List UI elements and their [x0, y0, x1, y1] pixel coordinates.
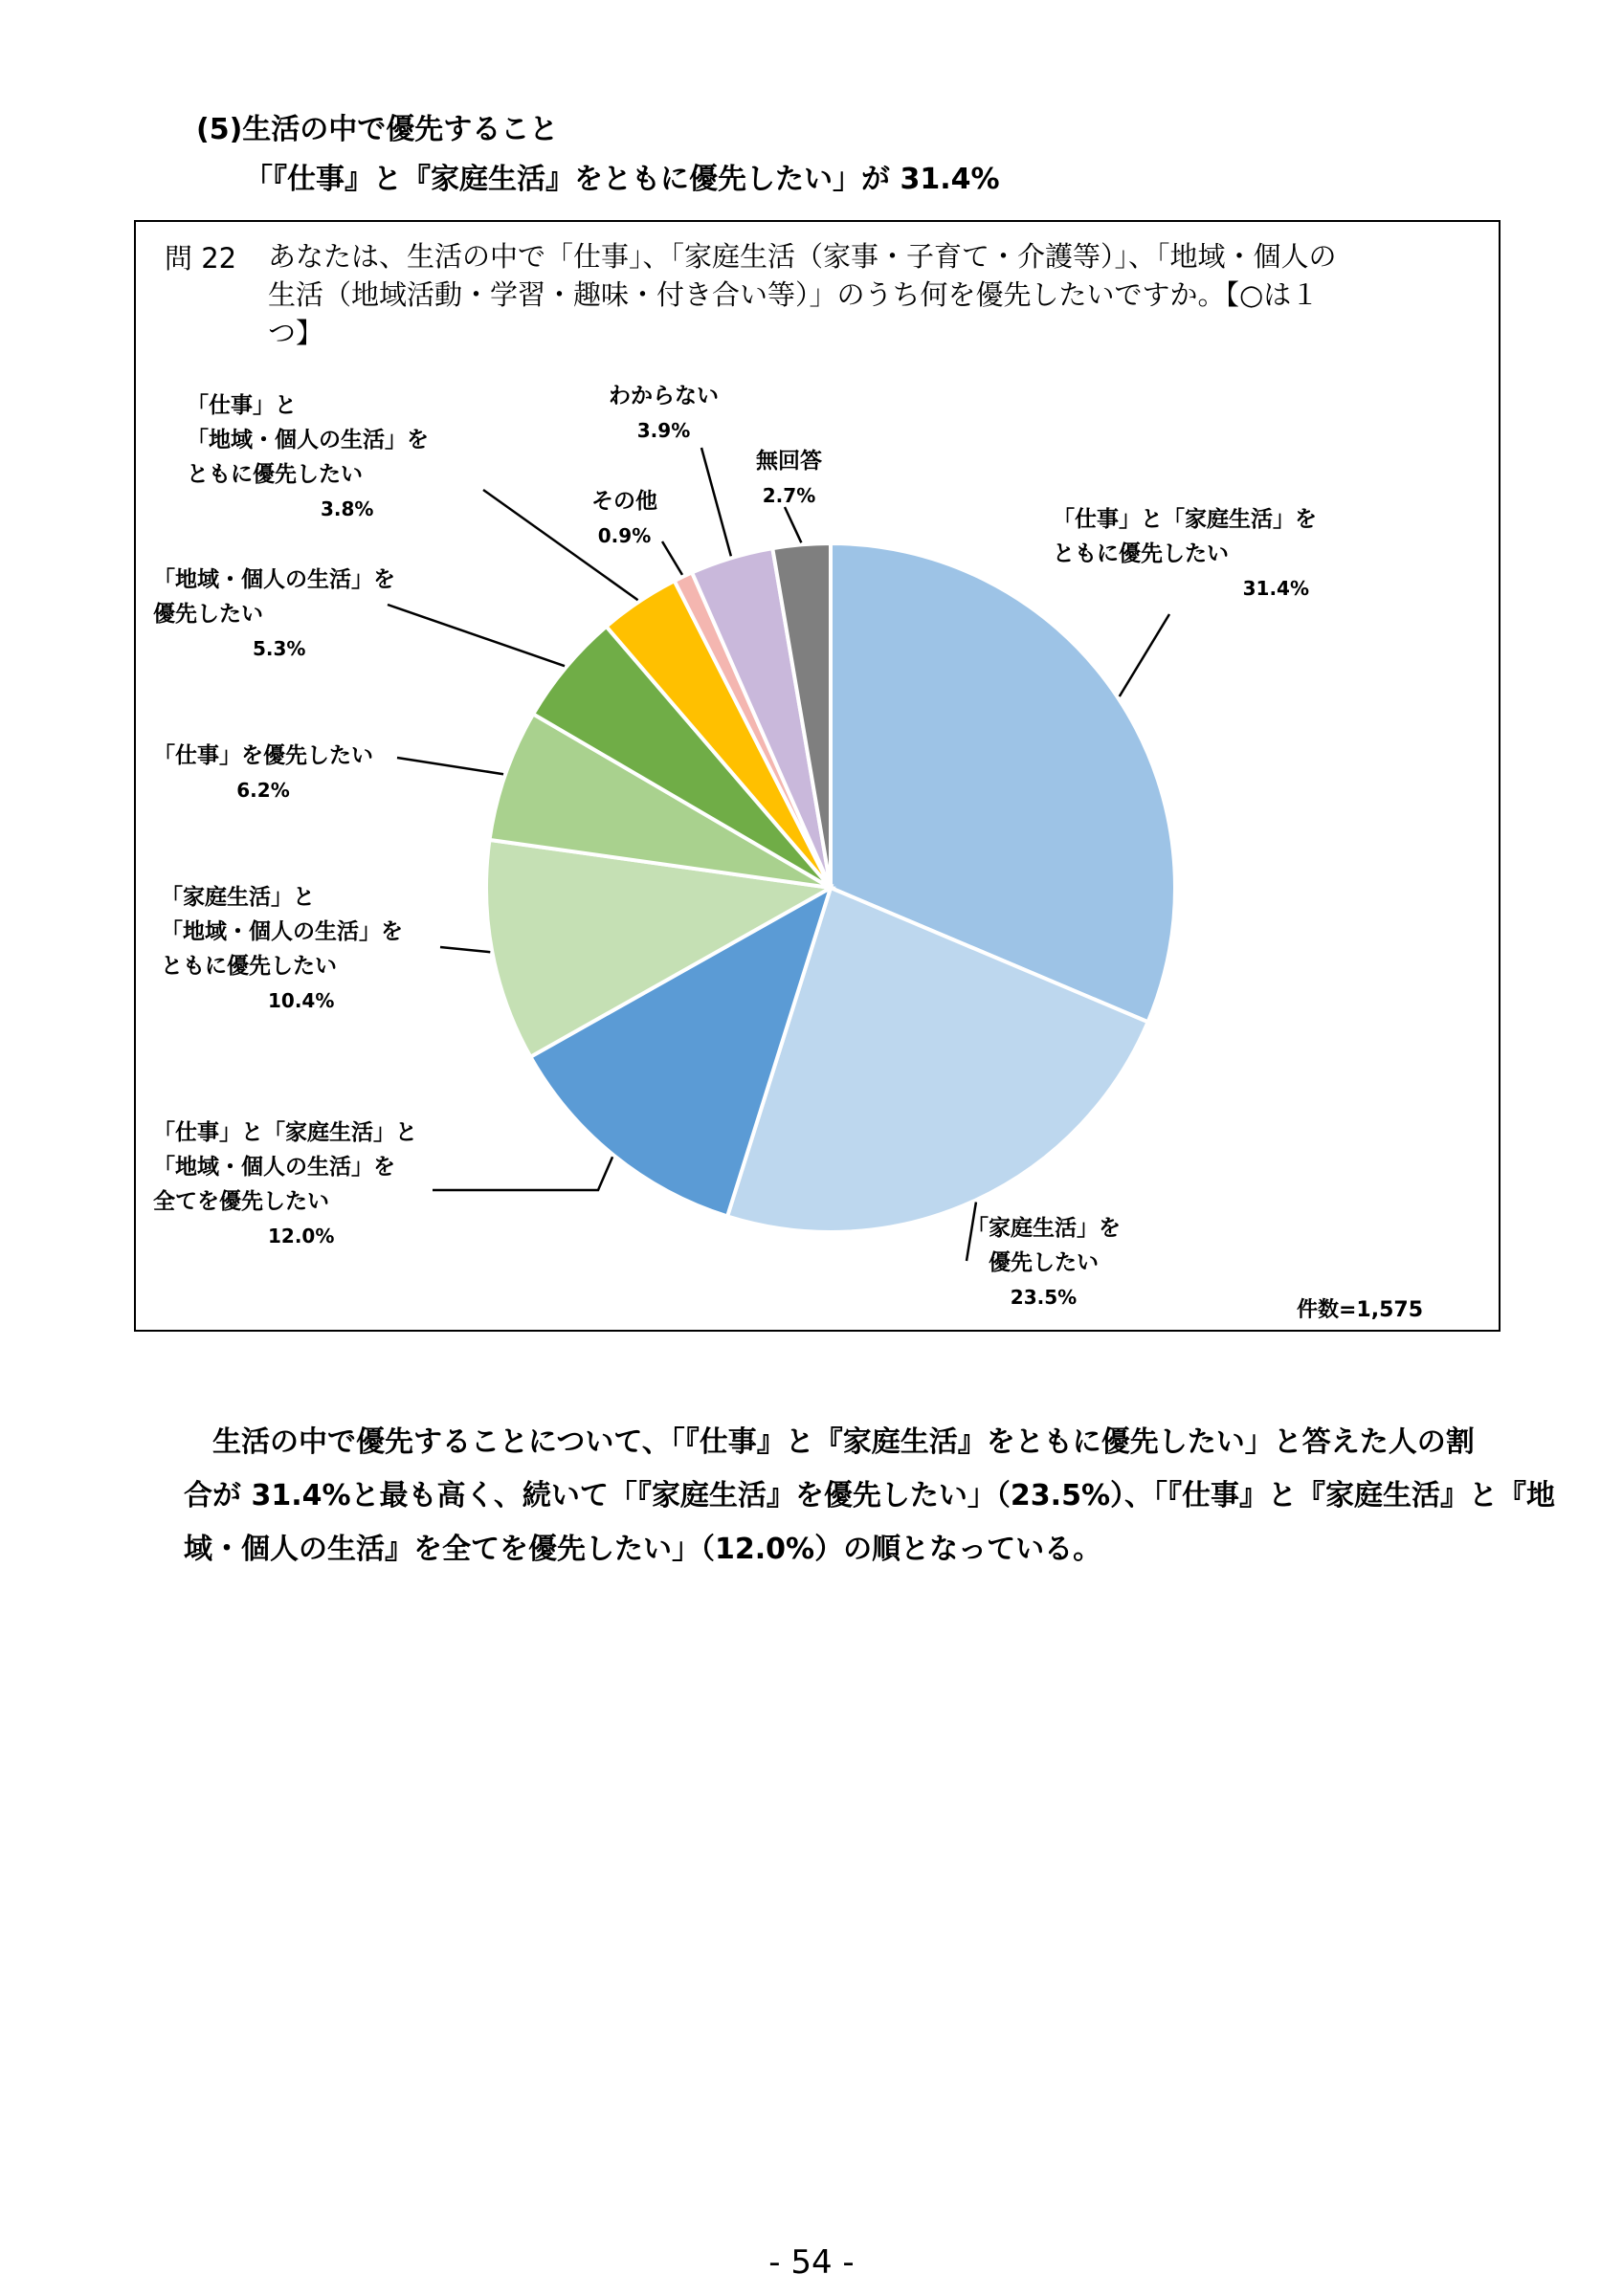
slice-label-7: その他 0.9% — [591, 489, 657, 547]
question-line: つ】 — [268, 317, 324, 349]
slice-label-2: 「仕事」と「家庭生活」と 「地域・個人の生活」を 全てを優先したい 12.0% — [153, 1120, 417, 1247]
summary-paragraph — [184, 1416, 1555, 1577]
leader-line-8 — [701, 448, 731, 556]
slice-label-6: 「仕事」と 「地域・個人の生活」を ともに優先したい 3.8% — [187, 393, 429, 520]
leader-line-7 — [662, 541, 682, 575]
slice-label-5: 「地域・個人の生活」を 優先したい 5.3% — [153, 567, 395, 660]
question-number: 問 22 — [165, 242, 237, 275]
summary-line: 域・個人の生活』を全てを優先したい」（12.0%）の順となっている。 — [184, 1533, 1102, 1566]
leader-line-5 — [388, 605, 565, 666]
summary-line: 生活の中で優先することについて、「『仕事』と『家庭生活』をともに優先したい」と答えた人の割 — [184, 1425, 1475, 1459]
sample-size-label: 件数=1,575 — [1297, 1298, 1424, 1322]
summary-line: 合が 31.4%と最も高く、続いて「『家庭生活』を優先したい」（23.5%）、「『仕事』と『家庭生活』と『地 — [184, 1479, 1555, 1512]
slice-label-9: 無回答 2.7% — [756, 449, 822, 507]
leader-line-0 — [1120, 614, 1169, 696]
slice-label-0: 「仕事」と「家庭生活」を ともに優先したい 31.4% — [1053, 507, 1317, 600]
section-title: (5)生活の中で優先すること — [196, 113, 559, 146]
question-line: 生活（地域活動・学習・趣味・付き合い等）」のうち何を優先したいですか。【○は１ — [268, 278, 1320, 311]
slice-label-1: 「家庭生活」を 優先したい 23.5% — [967, 1216, 1121, 1309]
slice-label-4: 「仕事」を優先したい 6.2% — [153, 743, 373, 802]
leader-line-2 — [433, 1157, 612, 1190]
headline: 「『仕事』と『家庭生活』をともに優先したい」が 31.4% — [244, 163, 1000, 196]
question-line: あなたは、生活の中で「仕事」、「家庭生活（家事・子育て・介護等）」、「地域・個人の — [268, 240, 1337, 273]
leader-line-4 — [397, 758, 503, 774]
slice-label-8: わからない 3.9% — [609, 384, 719, 442]
page-number: - 54 - — [768, 2243, 855, 2282]
slice-label-3: 「家庭生活」と 「地域・個人の生活」を ともに優先したい 10.4% — [161, 885, 403, 1012]
leader-line-3 — [440, 947, 490, 952]
